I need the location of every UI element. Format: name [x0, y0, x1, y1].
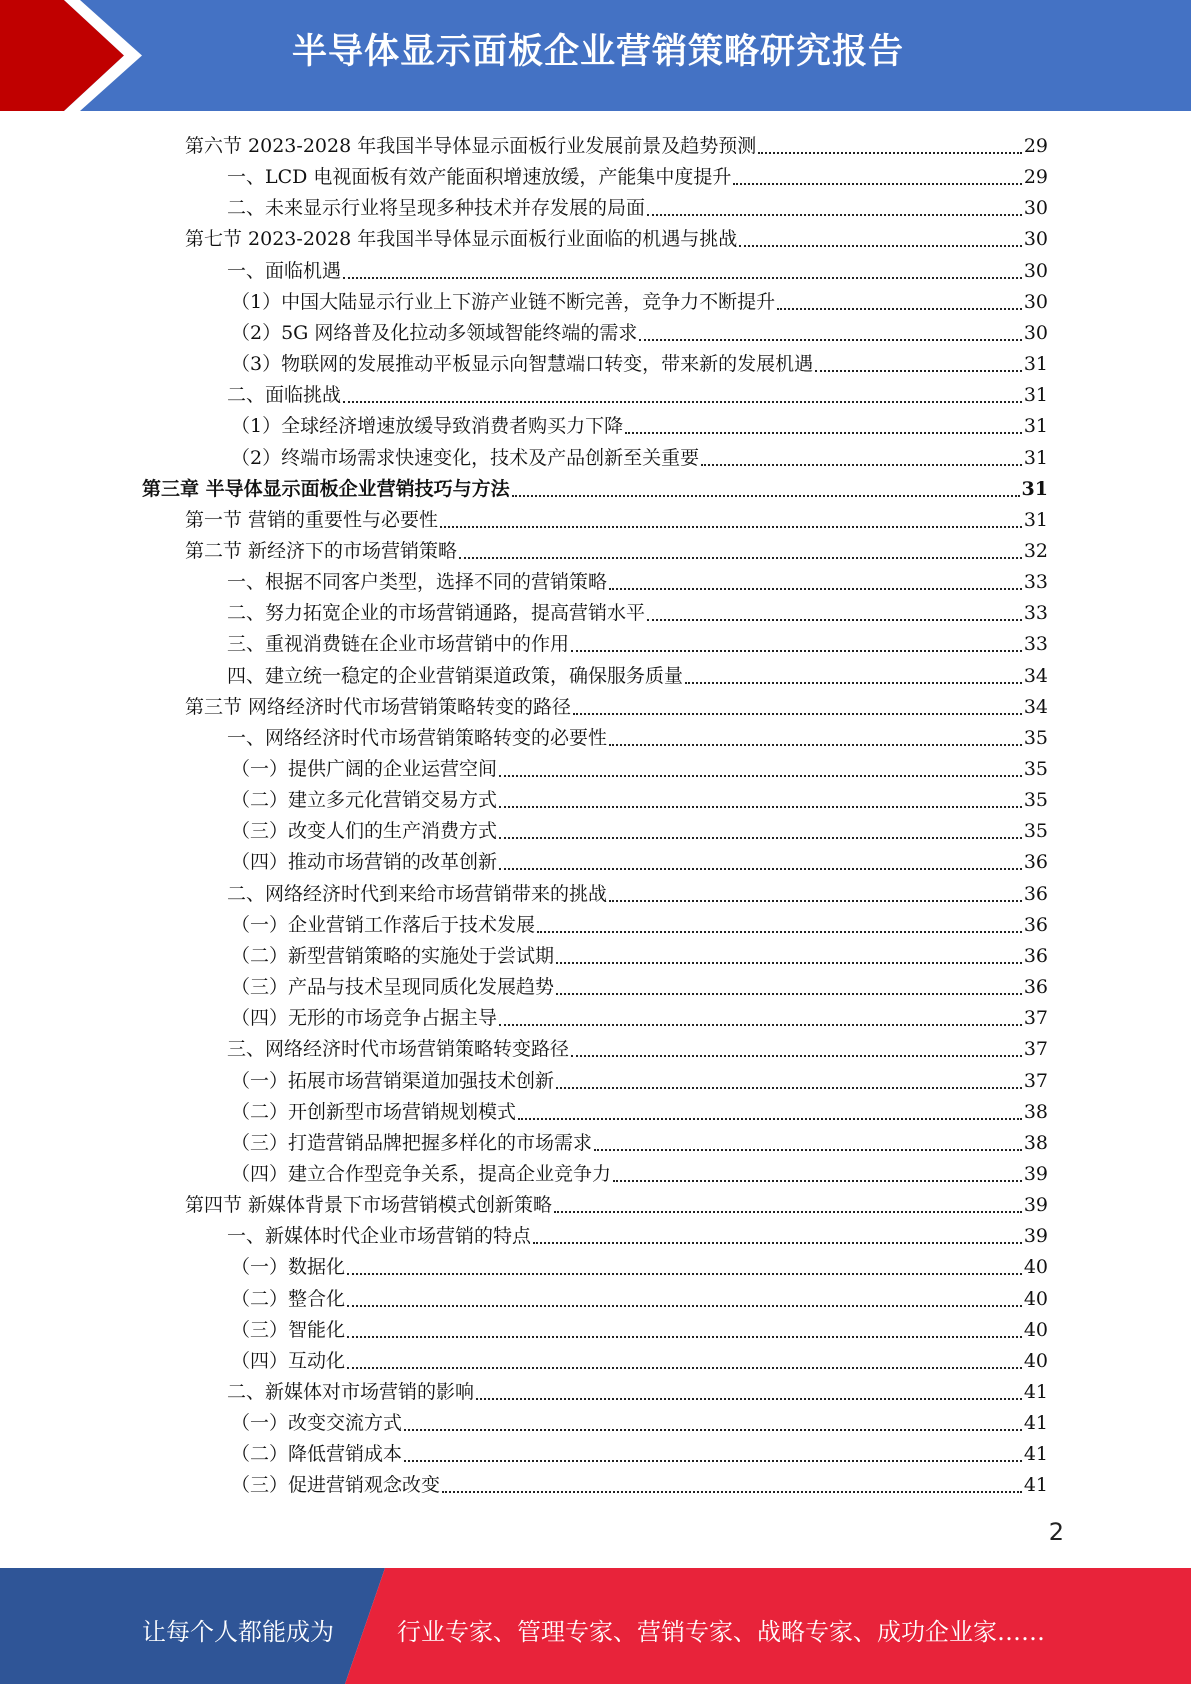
- toc-entry-title: （一）提供广阔的企业运营空间: [231, 758, 498, 780]
- toc-entry-title: （四）推动市场营销的改革创新: [231, 851, 498, 874]
- toc-page-number: 35: [1023, 789, 1048, 812]
- toc-page-number: 30: [1023, 321, 1048, 344]
- toc-leader-dots: [499, 753, 1022, 777]
- toc-leader-dots: [571, 628, 1022, 652]
- toc-entry[interactable]: [231, 1343, 1048, 1374]
- toc-page-number: 34: [1023, 664, 1048, 687]
- toc-leader-dots: [554, 1189, 1022, 1213]
- toc-leader-dots: [347, 1345, 1022, 1369]
- toc-entry-title: 第七节 2023-2028 年我国半导体显示面板行业面临的机遇与挑战: [185, 228, 738, 251]
- toc-page-number: 33: [1023, 633, 1048, 656]
- toc-page-number: 35: [1023, 726, 1048, 749]
- toc-entry[interactable]: [231, 969, 1048, 1000]
- toc-entry[interactable]: [231, 1467, 1048, 1498]
- toc-entry-title: 一、新媒体时代企业市场营销的特点: [227, 1225, 532, 1248]
- toc-entry-title: 第二节 新经济下的市场营销策略: [185, 539, 458, 562]
- toc-entry-title: （一）企业营销工作落后于技术发展: [231, 913, 536, 936]
- toc-entry[interactable]: [227, 720, 1048, 751]
- toc-entry-title: （1）中国大陆显示行业上下游产业链不断完善，竞争力不断提升: [231, 290, 776, 313]
- toc-entry[interactable]: [231, 408, 1048, 439]
- toc-entry-title: 二、网络经济时代到来给市场营销带来的挑战: [227, 882, 608, 905]
- toc-entry[interactable]: [231, 346, 1048, 377]
- toc-page-number: 40: [1023, 1287, 1048, 1310]
- toc-entry[interactable]: [231, 1000, 1048, 1031]
- toc-page-number: 36: [1023, 882, 1048, 905]
- toc-entry[interactable]: [185, 689, 1048, 720]
- toc-leader-dots: [499, 1002, 1022, 1026]
- toc-entry-title: （四）互动化: [231, 1349, 346, 1372]
- toc-entry[interactable]: [231, 907, 1048, 938]
- toc-entry-title: （一）拓展市场营销渠道加强技术创新: [231, 1069, 555, 1092]
- toc-leader-dots: [556, 971, 1022, 995]
- toc-page-number: 41: [1023, 1381, 1048, 1403]
- toc-entry-title: （1）全球经济增速放缓导致消费者购买力下降: [231, 415, 624, 438]
- toc-leader-dots: [440, 504, 1022, 528]
- toc-entry-title: （2）终端市场需求快速变化，技术及产品创新至关重要: [231, 446, 700, 469]
- toc-leader-dots: [594, 1127, 1022, 1151]
- toc-leader-dots: [739, 223, 1022, 247]
- toc-leader-dots: [613, 1158, 1022, 1182]
- toc-entry[interactable]: [227, 626, 1048, 657]
- toc-entry[interactable]: [231, 1281, 1048, 1312]
- toc-page-number: 29: [1023, 166, 1048, 189]
- toc-entry[interactable]: [231, 1156, 1048, 1187]
- toc-entry-title: （四）建立合作型竞争关系，提高企业竞争力: [231, 1162, 612, 1185]
- toc-entry[interactable]: [227, 876, 1048, 907]
- toc-entry[interactable]: [227, 159, 1048, 190]
- toc-leader-dots: [571, 1033, 1022, 1057]
- toc-entry-title: （三）智能化: [231, 1318, 346, 1341]
- toc-leader-dots: [777, 286, 1022, 310]
- toc-page-number: 31: [1023, 384, 1048, 407]
- toc-leader-dots: [556, 940, 1022, 964]
- toc-page-number: 31: [1023, 508, 1048, 531]
- toc-page-number: 41: [1023, 1443, 1048, 1466]
- toc-page-number: 36: [1023, 944, 1048, 967]
- toc-leader-dots: [442, 1469, 1022, 1493]
- toc-entry[interactable]: [227, 1031, 1048, 1062]
- toc-entry[interactable]: [231, 440, 1048, 471]
- toc-entry-title: （2）5G 网络普及化拉动多领域智能终端的需求: [231, 321, 638, 344]
- toc-entry[interactable]: [231, 751, 1048, 782]
- toc-leader-dots: [533, 1220, 1022, 1244]
- page-header-title: 半导体显示面板企业营销策略研究报告: [292, 32, 905, 72]
- toc-page-number: 40: [1023, 1318, 1048, 1341]
- toc-page-number: 39: [1023, 1194, 1048, 1217]
- toc-entry-title: 第三章 半导体显示面板企业营销技巧与方法: [142, 477, 510, 500]
- toc-entry[interactable]: [185, 533, 1048, 564]
- page-header: [0, 0, 1191, 111]
- toc-entry-title: 一、根据不同客户类型，选择不同的营销策略: [227, 571, 608, 594]
- toc-page-number: 41: [1023, 1474, 1048, 1497]
- toc-entry-title: （一）数据化: [231, 1256, 346, 1279]
- toc-leader-dots: [404, 1407, 1022, 1431]
- toc-entry-title: （二）整合化: [231, 1287, 346, 1310]
- toc-entry-title: 三、网络经济时代市场营销策略转变路径: [227, 1038, 570, 1061]
- toc-page-number: 41: [1023, 1412, 1048, 1435]
- footer-slogan-left: 让每个人都能成为: [142, 1618, 334, 1646]
- toc-leader-dots: [609, 566, 1022, 590]
- toc-page-number: 30: [1023, 290, 1048, 313]
- toc-page-number: 31: [1023, 446, 1048, 469]
- toc-page-number: 36: [1023, 913, 1048, 936]
- toc-entry-title: 二、面临挑战: [227, 384, 342, 407]
- toc-entry[interactable]: [227, 190, 1048, 221]
- toc-leader-dots: [404, 1438, 1022, 1462]
- toc-page-number: 30: [1023, 228, 1048, 251]
- toc-entry[interactable]: [231, 284, 1048, 315]
- toc-leader-dots: [499, 815, 1022, 839]
- toc-entry[interactable]: [231, 1125, 1048, 1156]
- toc-entry-title: （三）产品与技术呈现同质化发展趋势: [231, 976, 555, 999]
- toc-entry-title: 第六节 2023-2028 年我国半导体显示面板行业发展前景及趋势预测: [185, 135, 757, 157]
- toc-entry[interactable]: [231, 1436, 1048, 1467]
- toc-leader-dots: [347, 1314, 1022, 1338]
- page-number: 2: [1048, 1518, 1064, 1546]
- toc-leader-dots: [518, 1096, 1022, 1120]
- toc-page-number: 35: [1023, 758, 1048, 780]
- toc-leader-dots: [512, 473, 1020, 497]
- toc-entry[interactable]: [227, 253, 1048, 284]
- toc-entry[interactable]: [227, 658, 1048, 689]
- toc-entry[interactable]: [227, 564, 1048, 595]
- toc-entry-title: （二）降低营销成本: [231, 1443, 403, 1466]
- toc-entry[interactable]: [231, 315, 1048, 346]
- toc-entry-title: 第四节 新媒体背景下市场营销模式创新策略: [185, 1194, 553, 1217]
- toc-page-number: 33: [1023, 571, 1048, 594]
- toc-page-number: 40: [1023, 1256, 1048, 1279]
- toc-entry-title: （三）促进营销观念改变: [231, 1474, 441, 1497]
- toc-entry-title: （二）开创新型市场营销规划模式: [231, 1100, 517, 1123]
- toc-entry-title: 第三节 网络经济时代市场营销策略转变的路径: [185, 695, 572, 718]
- toc-leader-dots: [343, 379, 1022, 403]
- toc-page-number: 35: [1023, 820, 1048, 843]
- toc-entry[interactable]: [185, 221, 1048, 252]
- chevron-arrow-icon: [0, 0, 160, 111]
- toc-page-number: 31: [1021, 477, 1048, 500]
- toc-entry[interactable]: [231, 1312, 1048, 1343]
- toc-page-number: 40: [1023, 1349, 1048, 1372]
- toc-entry[interactable]: [227, 595, 1048, 626]
- toc-entry[interactable]: [227, 1218, 1048, 1249]
- toc-page-number: 37: [1023, 1069, 1048, 1092]
- toc-leader-dots: [573, 691, 1022, 715]
- toc-entry[interactable]: [227, 1374, 1048, 1405]
- toc-leader-dots: [343, 255, 1022, 279]
- toc-leader-dots: [639, 317, 1021, 341]
- toc-page-number: 32: [1023, 539, 1048, 562]
- toc-leader-dots: [499, 846, 1022, 870]
- toc-leader-dots: [476, 1376, 1022, 1400]
- toc-page-number: 36: [1023, 976, 1048, 999]
- toc-page-number: 29: [1023, 135, 1048, 157]
- toc-leader-dots: [758, 130, 1022, 154]
- toc-entry[interactable]: [231, 1063, 1048, 1094]
- toc-entry-title: （四）无形的市场竞争占据主导: [231, 1007, 498, 1030]
- toc-page-number: 31: [1023, 353, 1048, 376]
- toc-page-number: 30: [1023, 259, 1048, 282]
- toc-page-number: 38: [1023, 1100, 1048, 1123]
- toc-chapter-entry[interactable]: [142, 471, 1048, 502]
- toc-leader-dots: [647, 597, 1022, 621]
- toc-entry-title: 四、建立统一稳定的企业营销渠道政策，确保服务质量: [227, 664, 684, 687]
- toc-entry-title: （二）新型营销策略的实施处于尝试期: [231, 944, 555, 967]
- toc-page-number: 39: [1023, 1225, 1048, 1248]
- toc-leader-dots: [685, 660, 1022, 684]
- toc-entry-title: （3）物联网的发展推动平板显示向智慧端口转变，带来新的发展机遇: [231, 353, 814, 376]
- toc-entry-title: 第一节 营销的重要性与必要性: [185, 508, 439, 531]
- toc-page-number: 33: [1023, 602, 1048, 625]
- footer-slogan-right: 行业专家、管理专家、营销专家、战略专家、成功企业家……: [397, 1618, 1045, 1646]
- toc-leader-dots: [625, 410, 1022, 434]
- toc-leader-dots: [647, 192, 1022, 216]
- toc-entry[interactable]: [231, 813, 1048, 844]
- toc-entry-title: 一、网络经济时代市场营销策略转变的必要性: [227, 726, 608, 749]
- toc-entry[interactable]: [231, 1405, 1048, 1436]
- toc-entry[interactable]: [185, 502, 1048, 533]
- toc-entry-title: （二）建立多元化营销交易方式: [231, 789, 498, 812]
- toc-leader-dots: [701, 442, 1022, 466]
- toc-entry[interactable]: [231, 844, 1048, 875]
- toc-page-number: 37: [1023, 1038, 1048, 1061]
- toc-entry[interactable]: [231, 1249, 1048, 1280]
- toc-leader-dots: [815, 348, 1022, 372]
- toc-entry-title: 二、努力拓宽企业的市场营销通路，提高营销水平: [227, 602, 646, 625]
- toc-entry-title: 三、重视消费链在企业市场营销中的作用: [227, 633, 570, 656]
- toc-leader-dots: [733, 161, 1021, 185]
- page-footer: [0, 1568, 1191, 1684]
- toc-entry-title: （一）改变交流方式: [231, 1412, 403, 1435]
- toc-entry[interactable]: [185, 128, 1048, 159]
- toc-leader-dots: [537, 909, 1022, 933]
- toc-entry-title: 二、新媒体对市场营销的影响: [227, 1381, 475, 1403]
- toc-entry-title: 一、面临机遇: [227, 259, 342, 282]
- toc-page-number: 37: [1023, 1007, 1048, 1030]
- toc-entry[interactable]: [231, 782, 1048, 813]
- toc-entry[interactable]: [231, 938, 1048, 969]
- toc-leader-dots: [609, 878, 1022, 902]
- toc-page-number: 36: [1023, 851, 1048, 874]
- toc-page-number: 31: [1023, 415, 1048, 438]
- toc-page-number: 30: [1023, 197, 1048, 220]
- toc-leader-dots: [499, 784, 1022, 808]
- toc-leader-dots: [556, 1065, 1022, 1089]
- toc-page-number: 38: [1023, 1131, 1048, 1154]
- toc-entry-title: 一、LCD 电视面板有效产能面积增速放缓，产能集中度提升: [227, 166, 732, 189]
- toc-entry[interactable]: [227, 377, 1048, 408]
- toc-entry-title: 二、未来显示行业将呈现多种技术并存发展的局面: [227, 197, 646, 220]
- toc-entry[interactable]: [185, 1187, 1048, 1218]
- toc-leader-dots: [347, 1251, 1022, 1275]
- toc-leader-dots: [459, 535, 1022, 559]
- toc-entry-title: （三）改变人们的生产消费方式: [231, 820, 498, 843]
- toc-entry[interactable]: [231, 1094, 1048, 1125]
- toc-leader-dots: [609, 722, 1022, 746]
- toc-entry-title: （三）打造营销品牌把握多样化的市场需求: [231, 1131, 593, 1154]
- toc-leader-dots: [347, 1283, 1022, 1307]
- toc-page-number: 34: [1023, 695, 1048, 718]
- toc-page-number: 39: [1023, 1162, 1048, 1185]
